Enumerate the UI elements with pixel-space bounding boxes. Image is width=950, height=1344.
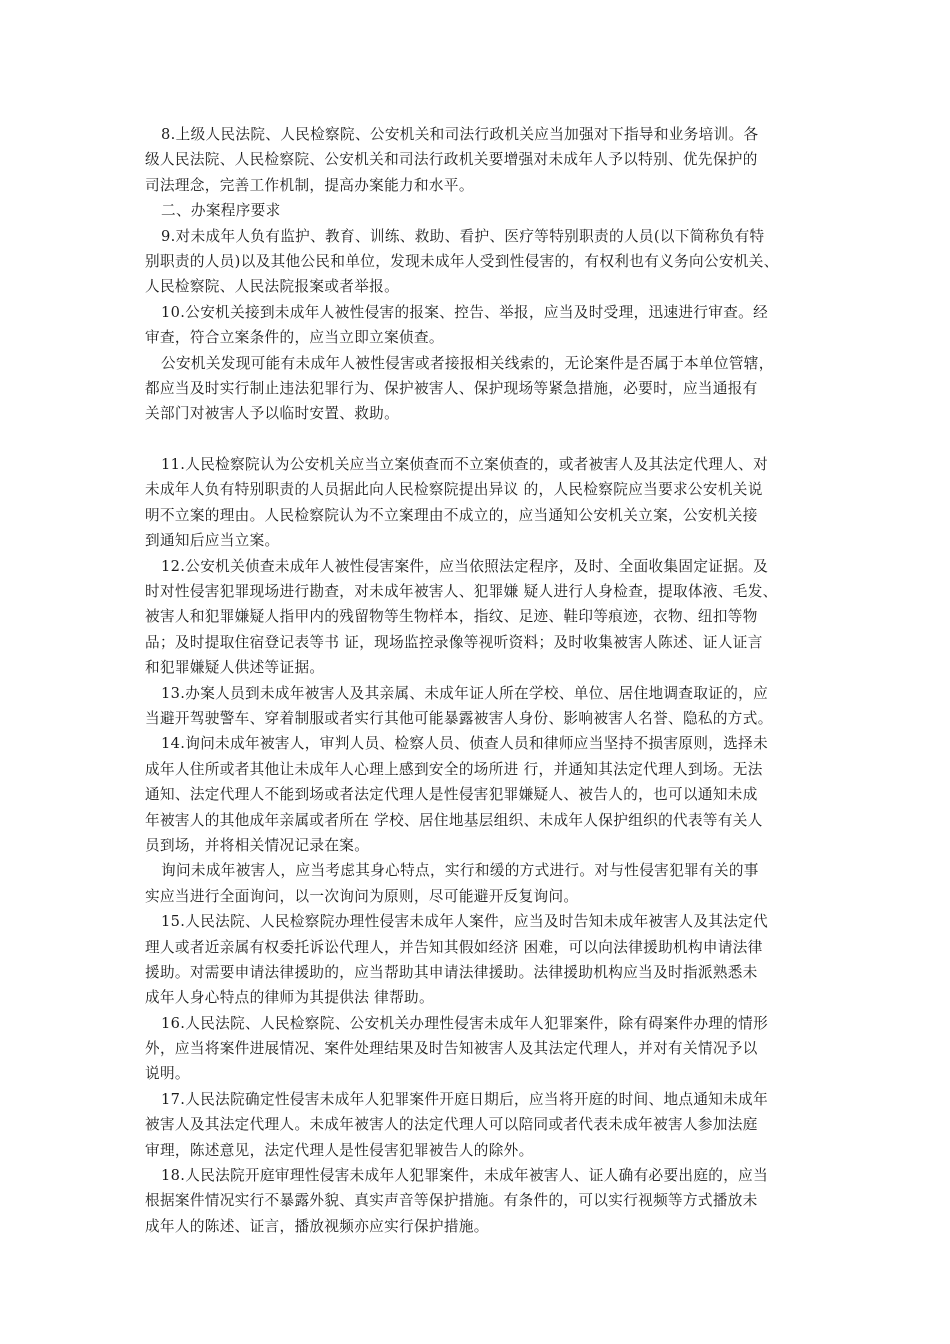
text-line: 公安机关发现可能有未成年人被性侵害或者接报相关线索的，无论案件是否属于本单位管辖，	[161, 354, 774, 372]
paragraph-12	[145, 554, 810, 681]
text-line: 9.对未成年人负有监护、教育、训练、救助、看护、医疗等特别职责的人员(以下简称负有特	[161, 227, 765, 245]
paragraph-14-continued	[145, 858, 810, 909]
text-line: 别职责的人员)以及其他公民和单位，发现未成年人受到性侵害的，有权利也有义务向公安机关、	[145, 252, 779, 270]
text-line: 当避开驾驶警车、穿着制服或者实行其他可能暴露被害人身份、影响被害人名誉、隐私的方式。	[145, 709, 773, 727]
text-line: 15.人民法院、人民检察院办理性侵害未成年人案件，应当及时告知未成年被害人及其法定代	[161, 913, 769, 931]
paragraph-13	[145, 681, 810, 732]
text-line: 通知、法定代理人不能到场或者法定代理人是性侵害犯罪嫌疑人、被告人的，也可以通知未成	[145, 786, 758, 804]
text-line: 援助。对需要申请法律援助的，应当帮助其申请法律援助。法律援助机构应当及时指派熟悉未	[145, 963, 758, 981]
text-line: 审查，符合立案条件的，应当立即立案侦查。	[145, 329, 444, 347]
text-line: 16.人民法院、人民检察院、公安机关办理性侵害未成年人犯罪案件，除有碍案件办理的情形	[161, 1014, 769, 1032]
text-line: 18.人民法院开庭审理性侵害未成年人犯罪案件，未成年被害人、证人确有必要出庭的，应当	[161, 1167, 769, 1185]
text-line: 11.人民检察院认为公安机关应当立案侦查而不立案侦查的，或者被害人及其法定代理人、对	[161, 456, 769, 474]
paragraph-8	[145, 122, 810, 198]
text-line: 品；及时提取住宿登记表等书 证，现场监控录像等视听资料；及时收集被害人陈述、证人证言	[145, 633, 763, 651]
text-line: 被害人及其法定代理人。未成年被害人的法定代理人可以陪同或者代表未成年被害人参加法庭	[145, 1116, 758, 1134]
text-line: 年被害人的其他成年亲属或者所在 学校、居住地基层组织、未成年人保护组织的代表等有关人	[145, 811, 763, 829]
paragraph-14	[145, 731, 810, 858]
text-line: 17.人民法院确定性侵害未成年人犯罪案件开庭日期后，应当将开庭的时间、地点通知未成年	[161, 1090, 769, 1108]
text-line: 理人或者近亲属有权委托诉讼代理人，并告知其假如经济 困难，可以向法律援助机构申请法律	[145, 938, 763, 956]
text-line: 8.上级人民法院、人民检察院、公安机关和司法行政机关应当加强对下指导和业务培训。各	[161, 126, 759, 143]
text-line: 说明。	[145, 1065, 190, 1083]
text-line: 明不立案的理由。人民检察院认为不立案理由不成立的，应当通知公安机关立案，公安机关接	[145, 506, 758, 524]
text-line: 成年人的陈述、证言，播放视频亦应实行保护措施。	[145, 1217, 489, 1235]
text-line: 12.公安机关侦查未成年人被性侵害案件，应当依照法定程序，及时、全面收集固定证据。及	[161, 557, 769, 575]
paragraph-15	[145, 909, 810, 1011]
text-line: 都应当及时实行制止违法犯罪行为、保护被害人、保护现场等紧急措施，必要时，应当通报有	[145, 379, 758, 397]
text-line: 未成年人负有特别职责的人员据此向人民检察院提出异议 的，人民检察院应当要求公安机关说	[145, 481, 763, 499]
text-line: 询问未成年被害人，应当考虑其身心特点，实行和缓的方式进行。对与性侵害犯罪有关的事	[161, 862, 759, 880]
text-line: 员到场，并将相关情况记录在案。	[145, 836, 370, 854]
text-line: 成年人住所或者其他让未成年人心理上感到安全的场所进 行，并通知其法定代理人到场。无法	[145, 760, 763, 778]
text-line: 10.公安机关接到未成年人被性侵害的报案、控告、举报，应当及时受理，迅速进行审查。经	[161, 303, 769, 321]
text-line: 审理，陈述意见，法定代理人是性侵害犯罪被告人的除外。	[145, 1141, 534, 1159]
paragraph-10-continued	[145, 351, 810, 427]
text-line: 外，应当将案件进展情况、案件处理结果及时告知被害人及其法定代理人，并对有关情况予以	[145, 1040, 758, 1058]
text-line: 根据案件情况实行不暴露外貌、真实声音等保护措施。有条件的，可以实行视频等方式播放未	[145, 1192, 758, 1210]
text-line: 级人民法院、人民检察院、公安机关和司法行政机关要增强对未成年人予以特别、优先保护的	[145, 151, 758, 169]
text-line: 司法理念，完善工作机制，提高办案能力和水平。	[145, 176, 474, 194]
document-body	[145, 122, 810, 1239]
paragraph-10	[145, 300, 810, 351]
paragraph-17	[145, 1087, 810, 1163]
text-line: 人民检察院、人民法院报案或者举报。	[145, 278, 400, 296]
paragraph-11	[145, 452, 810, 554]
text-line: 实应当进行全面询问，以一次询问为原则，尽可能避开反复询问。	[145, 887, 579, 905]
text-line: 被害人和犯罪嫌疑人指甲内的残留物等生物样本，指纹、足迹、鞋印等痕迹，衣物、纽扣等物	[145, 608, 758, 626]
paragraph-18	[145, 1163, 810, 1239]
paragraph-16	[145, 1011, 810, 1087]
blank-line	[145, 427, 810, 452]
paragraph-9	[145, 224, 810, 300]
text-line: 13.办案人员到未成年被害人及其亲属、未成年证人所在学校、单位、居住地调查取证的，应	[161, 684, 769, 702]
text-line: 和犯罪嫌疑人供述等证据。	[145, 659, 325, 677]
text-line: 时对性侵害犯罪现场进行勘查，对未成年被害人、犯罪嫌 疑人进行人身检查，提取体液、毛发、	[145, 583, 778, 601]
text-line: 14.询问未成年被害人，审判人员、检察人员、侦查人员和律师应当坚持不损害原则，选择未	[161, 735, 769, 753]
text-line: 关部门对被害人予以临时安置、救助。	[145, 405, 400, 423]
text-line: 到通知后应当立案。	[145, 532, 280, 550]
section-heading: 二、办案程序要求	[161, 202, 281, 220]
text-line: 成年人身心特点的律师为其提供法 律帮助。	[145, 989, 434, 1007]
